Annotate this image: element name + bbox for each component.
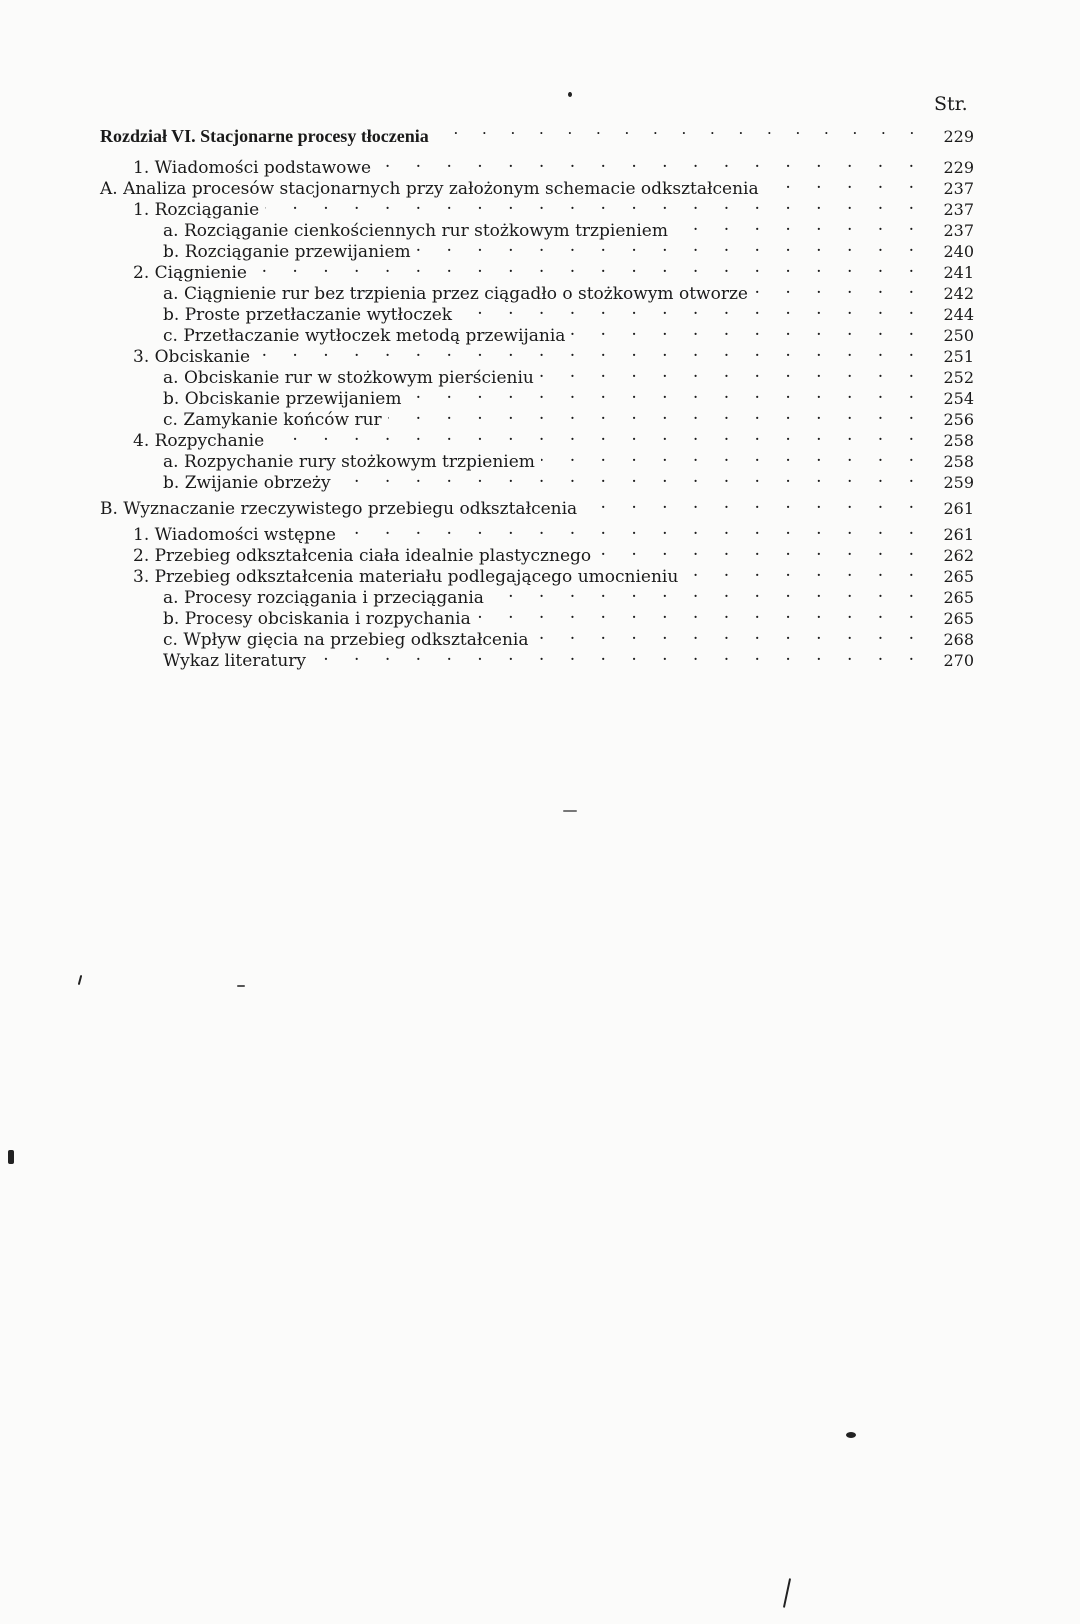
toc-entry — [100, 582, 974, 608]
dot-leader — [535, 624, 931, 645]
dot-leader — [765, 173, 930, 194]
scan-speck — [846, 1432, 856, 1438]
dot-leader — [407, 383, 930, 404]
toc-entry — [100, 645, 974, 671]
toc-entry-page: 252 — [943, 368, 974, 387]
dot-leader — [477, 603, 930, 624]
toc-entry-page: 237 — [943, 179, 974, 198]
dot-leader — [458, 299, 930, 320]
toc-entry — [100, 404, 974, 430]
toc-entry — [100, 561, 974, 587]
dot-leader — [337, 467, 930, 488]
toc-entry-title: A. Analiza procesów stacjonarnych przy założonym schemacie odkształcenia — [100, 179, 759, 199]
toc-entry-title: 3. Przebieg odkształcenia materiału podlegającego umocnieniu — [133, 567, 679, 587]
dot-leader — [435, 121, 930, 142]
toc-entry-page: 229 — [943, 158, 974, 177]
toc-entry-title: 1. Rozciąganie — [133, 200, 260, 220]
scan-speck — [568, 92, 572, 97]
dot-leader — [583, 493, 930, 514]
toc-entry — [100, 299, 974, 325]
toc-entry-title: a. Procesy rozciągania i przeciągania — [163, 588, 484, 608]
dot-leader — [388, 404, 930, 425]
toc-entry — [100, 194, 974, 220]
toc-entry-page: 240 — [943, 242, 974, 261]
toc-entry — [100, 215, 974, 241]
toc-entry-page: 259 — [943, 473, 974, 492]
scan-speck — [237, 985, 245, 987]
toc-entry-page: 268 — [943, 630, 974, 649]
toc-entry — [100, 320, 974, 346]
toc-entry — [100, 519, 974, 545]
toc-entry-page: 265 — [943, 609, 974, 628]
toc-entry-title: c. Przetłaczanie wytłoczek metodą przewijania — [163, 326, 566, 346]
toc-entry-page: 256 — [943, 410, 974, 429]
scan-speck — [783, 1578, 791, 1608]
toc-entry-title: Wykaz literatury — [163, 651, 307, 671]
toc-entry — [100, 257, 974, 283]
toc-entry-page: 254 — [943, 389, 974, 408]
toc-entry-page: 229 — [943, 127, 974, 146]
toc-entry — [100, 493, 974, 519]
toc-entry-title: b. Procesy obciskania i rozpychania — [163, 609, 471, 629]
toc-entry-page: 265 — [943, 588, 974, 607]
dot-leader — [674, 215, 930, 236]
dot-leader — [541, 446, 930, 467]
toc-entry-title: b. Proste przetłaczanie wytłoczek — [163, 305, 453, 325]
toc-entry — [100, 362, 974, 388]
toc-entry-page: 251 — [943, 347, 974, 366]
toc-entry-page: 237 — [943, 200, 974, 219]
toc-entry — [100, 624, 974, 650]
toc-entry-title: 2. Przebieg odkształcenia ciała idealnie plastycznego — [133, 546, 592, 566]
toc-entry-page: 237 — [943, 221, 974, 240]
toc-entry-title: b. Zwijanie obrzeży — [163, 473, 331, 493]
table-of-contents — [100, 121, 974, 671]
toc-entry — [100, 341, 974, 367]
dot-leader — [684, 561, 930, 582]
dot-leader — [571, 320, 930, 341]
toc-entry-title: a. Rozciąganie cienkościennych rur stożkowym trzpieniem — [163, 221, 668, 241]
toc-entry-page: 258 — [943, 431, 974, 450]
toc-entry-title: c. Wpływ gięcia na przebieg odkształcenia — [163, 630, 529, 650]
toc-entry — [100, 603, 974, 629]
toc-entry-title: b. Rozciąganie przewijaniem — [163, 242, 411, 262]
toc-entry — [100, 540, 974, 566]
toc-entry — [100, 236, 974, 262]
toc-entry-page: 270 — [943, 651, 974, 670]
toc-entry-page: 262 — [943, 546, 974, 565]
toc-entry-title: 2. Ciągnienie — [133, 263, 247, 283]
toc-entry-page: 265 — [943, 567, 974, 586]
scan-speck — [78, 975, 83, 985]
dot-leader — [265, 194, 930, 215]
dot-leader — [540, 362, 930, 383]
toc-entry-page: 261 — [943, 525, 974, 544]
dot-leader — [597, 540, 930, 561]
dot-leader — [490, 582, 930, 603]
toc-entry — [100, 467, 974, 493]
toc-entry-title: 4. Rozpychanie — [133, 431, 265, 451]
dot-leader — [312, 645, 930, 666]
page-column-header: Str. — [934, 93, 968, 115]
toc-entry-title: 1. Wiadomości wstępne — [133, 525, 336, 545]
dot-leader — [754, 278, 930, 299]
toc-entry-title: B. Wyznaczanie rzeczywistego przebiegu odkształcenia — [100, 499, 578, 519]
toc-entry-page: 250 — [943, 326, 974, 345]
toc-entry-page: 241 — [943, 263, 974, 282]
dot-leader — [256, 341, 930, 362]
toc-entry-page: 244 — [943, 305, 974, 324]
toc-entry — [100, 383, 974, 409]
toc-entry-title: 1. Wiadomości podstawowe — [133, 158, 372, 178]
toc-entry — [100, 152, 974, 178]
dot-leader — [253, 257, 930, 278]
scan-speck — [8, 1150, 14, 1164]
scan-speck — [563, 810, 577, 812]
toc-entry — [100, 446, 974, 472]
toc-entry-title: a. Obciskanie rur w stożkowym pierścieniu — [163, 368, 534, 388]
toc-entry-page: 258 — [943, 452, 974, 471]
dot-leader — [377, 152, 930, 173]
dot-leader — [417, 236, 930, 257]
toc-entry — [100, 425, 974, 451]
dot-leader — [342, 519, 930, 540]
toc-entry-title: Rozdział VI. Stacjonarne procesy tłoczenia — [100, 126, 429, 146]
toc-entry-page: 261 — [943, 499, 974, 518]
toc-entry-page: 242 — [943, 284, 974, 303]
toc-entry — [100, 173, 974, 199]
dot-leader — [270, 425, 930, 446]
toc-entry-title: 3. Obciskanie — [133, 347, 251, 367]
toc-entry — [100, 278, 974, 304]
toc-chapter-entry — [100, 121, 974, 147]
toc-entry-title: a. Rozpychanie rury stożkowym trzpieniem — [163, 452, 535, 472]
toc-entry-title: a. Ciągnienie rur bez trzpienia przez ciągadło o stożkowym otworze — [163, 284, 748, 304]
toc-entry-title: b. Obciskanie przewijaniem — [163, 389, 402, 409]
toc-entry-title: c. Zamykanie końców rur — [163, 410, 382, 430]
